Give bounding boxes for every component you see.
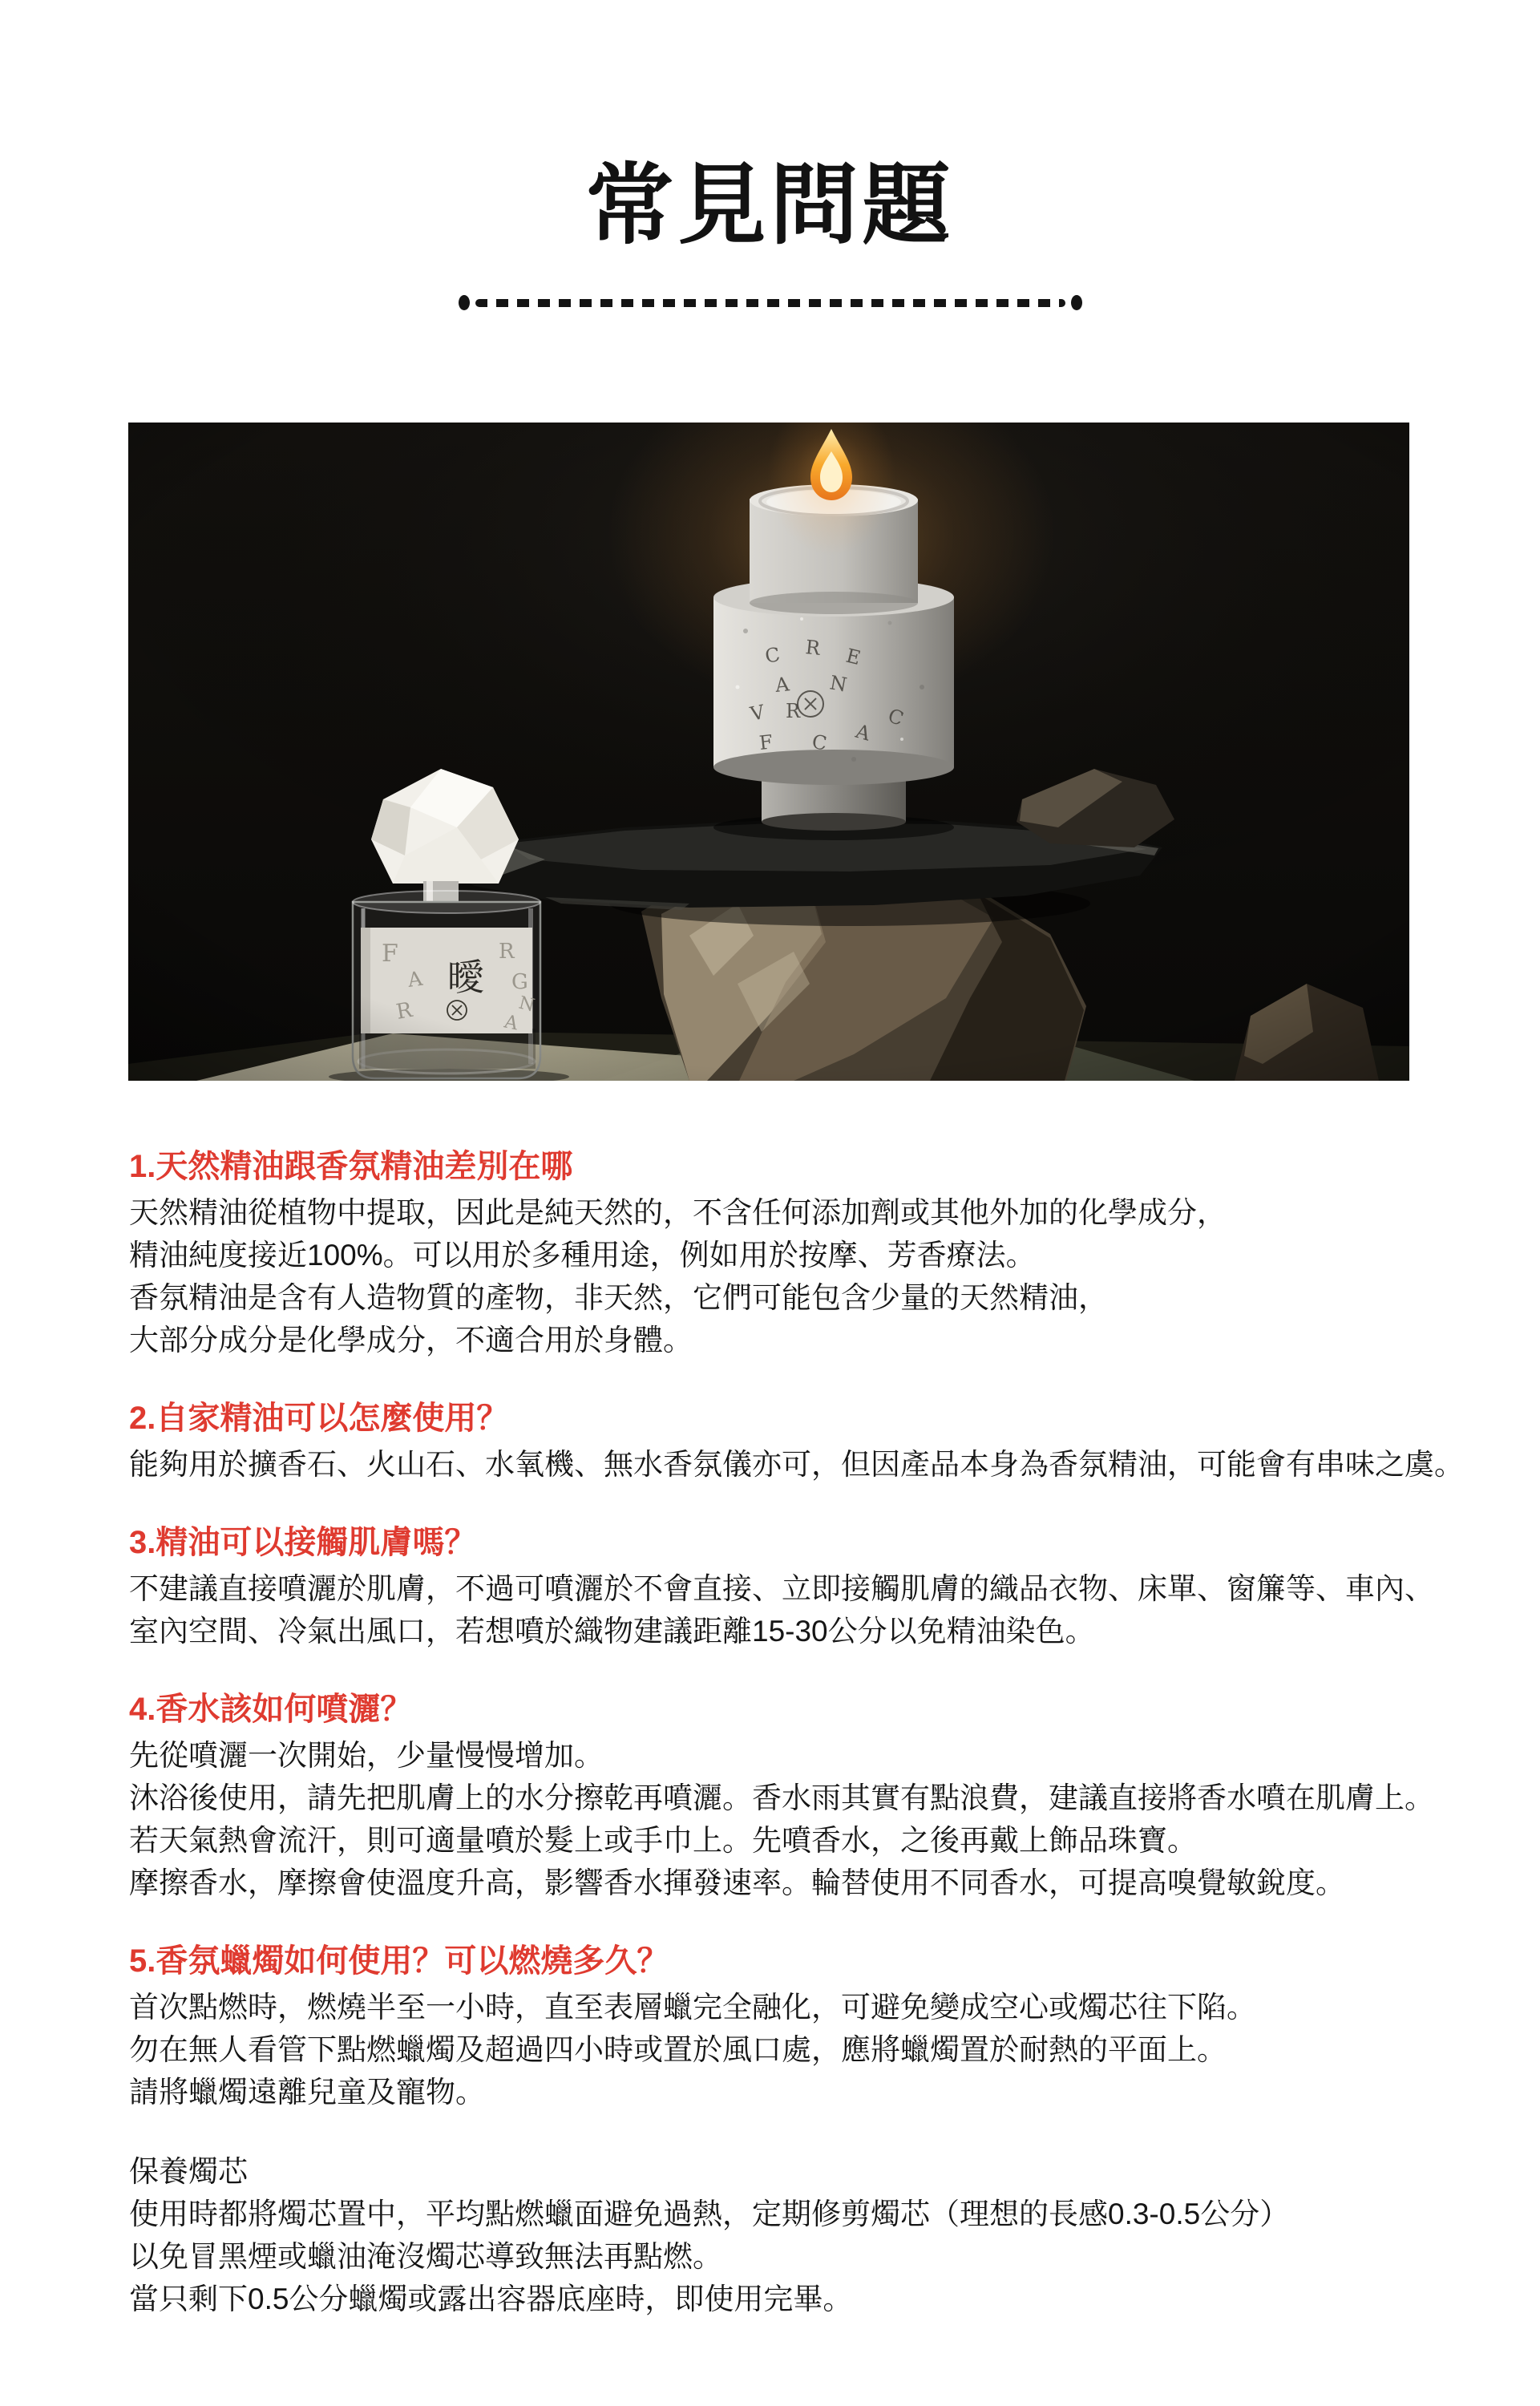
faq-line: 摩擦香水，摩擦會使溫度升高，影響香水揮發速率。輪替使用不同香水，可提高嗅覺敏銳度。 (129, 1866, 1345, 1899)
faq-section-3 (129, 1522, 1496, 1652)
faq-line: 精油純度接近100%。可以用於多種用途，例如用於按摩、芳香療法。 (129, 1239, 1036, 1272)
faq-heading: 1.天然精油跟香氛精油差別在哪 (129, 1149, 573, 1184)
faq-line: 沐浴後使用，請先把肌膚上的水分擦乾再噴灑。香水雨其實有點浪費，建議直接將香水噴在肌膚上。 (129, 1781, 1434, 1814)
faq-section-2 (129, 1398, 1496, 1486)
divider-dot-right (1071, 295, 1082, 310)
faq-section-4 (129, 1689, 1496, 1904)
page-title: 常見問題 (585, 153, 955, 257)
divider-dot-left (459, 295, 470, 310)
faq-line: 保養燭芯 (129, 2155, 248, 2188)
faq-line: 勿在無人看管下點燃蠟燭及超過四小時或置於風口處，應將蠟燭置於耐熱的平面上。 (129, 2033, 1227, 2066)
faq-heading: 5.香氛蠟燭如何使用？可以燃燒多久？ (129, 1943, 669, 1979)
faq-heading: 2.自家精油可以怎麼使用？ (129, 1401, 509, 1436)
hero-image (128, 423, 1409, 1081)
faq-line: 香氛精油是含有人造物質的產物，非天然，它們可能包含少量的天然精油， (129, 1281, 1108, 1314)
faq-list (129, 1146, 1496, 2320)
faq-line: 若天氣熱會流汗，則可適量噴於髮上或手巾上。先噴香水，之後再戴上飾品珠寶。 (129, 1824, 1197, 1857)
faq-line: 請將蠟燭遠離兒童及寵物。 (129, 2076, 485, 2109)
faq-section-5 (129, 1941, 1496, 2113)
faq-section-1 (129, 1146, 1496, 1361)
faq-line: 室內空間、冷氣出風口，若想噴於織物建議距離15-30公分以免精油染色。 (129, 1615, 1095, 1648)
faq-line: 大部分成分是化學成分，不適合用於身體。 (129, 1324, 693, 1357)
faq-line: 能夠用於擴香石、火山石、水氧機、無水香氛儀亦可，但因產品本身為香氛精油，可能會有串味之虞。 (129, 1448, 1464, 1481)
faq-section-wick-care (129, 2150, 1496, 2320)
vignette (128, 423, 1409, 1081)
faq-line: 天然精油從植物中提取，因此是純天然的，不含任何添加劑或其他外加的化學成分， (129, 1196, 1227, 1229)
faq-heading: 3.精油可以接觸肌膚嗎？ (129, 1525, 477, 1560)
faq-line: 當只剩下0.5公分蠟燭或露出容器底座時，即使用完畢。 (129, 2283, 853, 2315)
divider-dashes (475, 299, 1065, 307)
dashed-divider (459, 295, 1082, 310)
faq-line: 首次點燃時，燃燒半至一小時，直至表層蠟完全融化，可避免變成空心或燭芯往下陷。 (129, 1991, 1256, 2024)
faq-heading: 4.香水該如何噴灑？ (129, 1692, 413, 1727)
faq-line: 使用時都將燭芯置中，平均點燃蠟面避免過熱，定期修剪燭芯（理想的長感0.3-0.5公分） (129, 2198, 1290, 2230)
faq-line: 不建議直接噴灑於肌膚，不過可噴灑於不會直接、立即接觸肌膚的織品衣物、床單、窗簾等、車內、 (129, 1572, 1434, 1605)
faq-line: 以免冒黑煙或蠟油淹沒燭芯導致無法再點燃。 (129, 2240, 722, 2273)
faq-line: 先從噴灑一次開始，少量慢慢增加。 (129, 1739, 604, 1772)
